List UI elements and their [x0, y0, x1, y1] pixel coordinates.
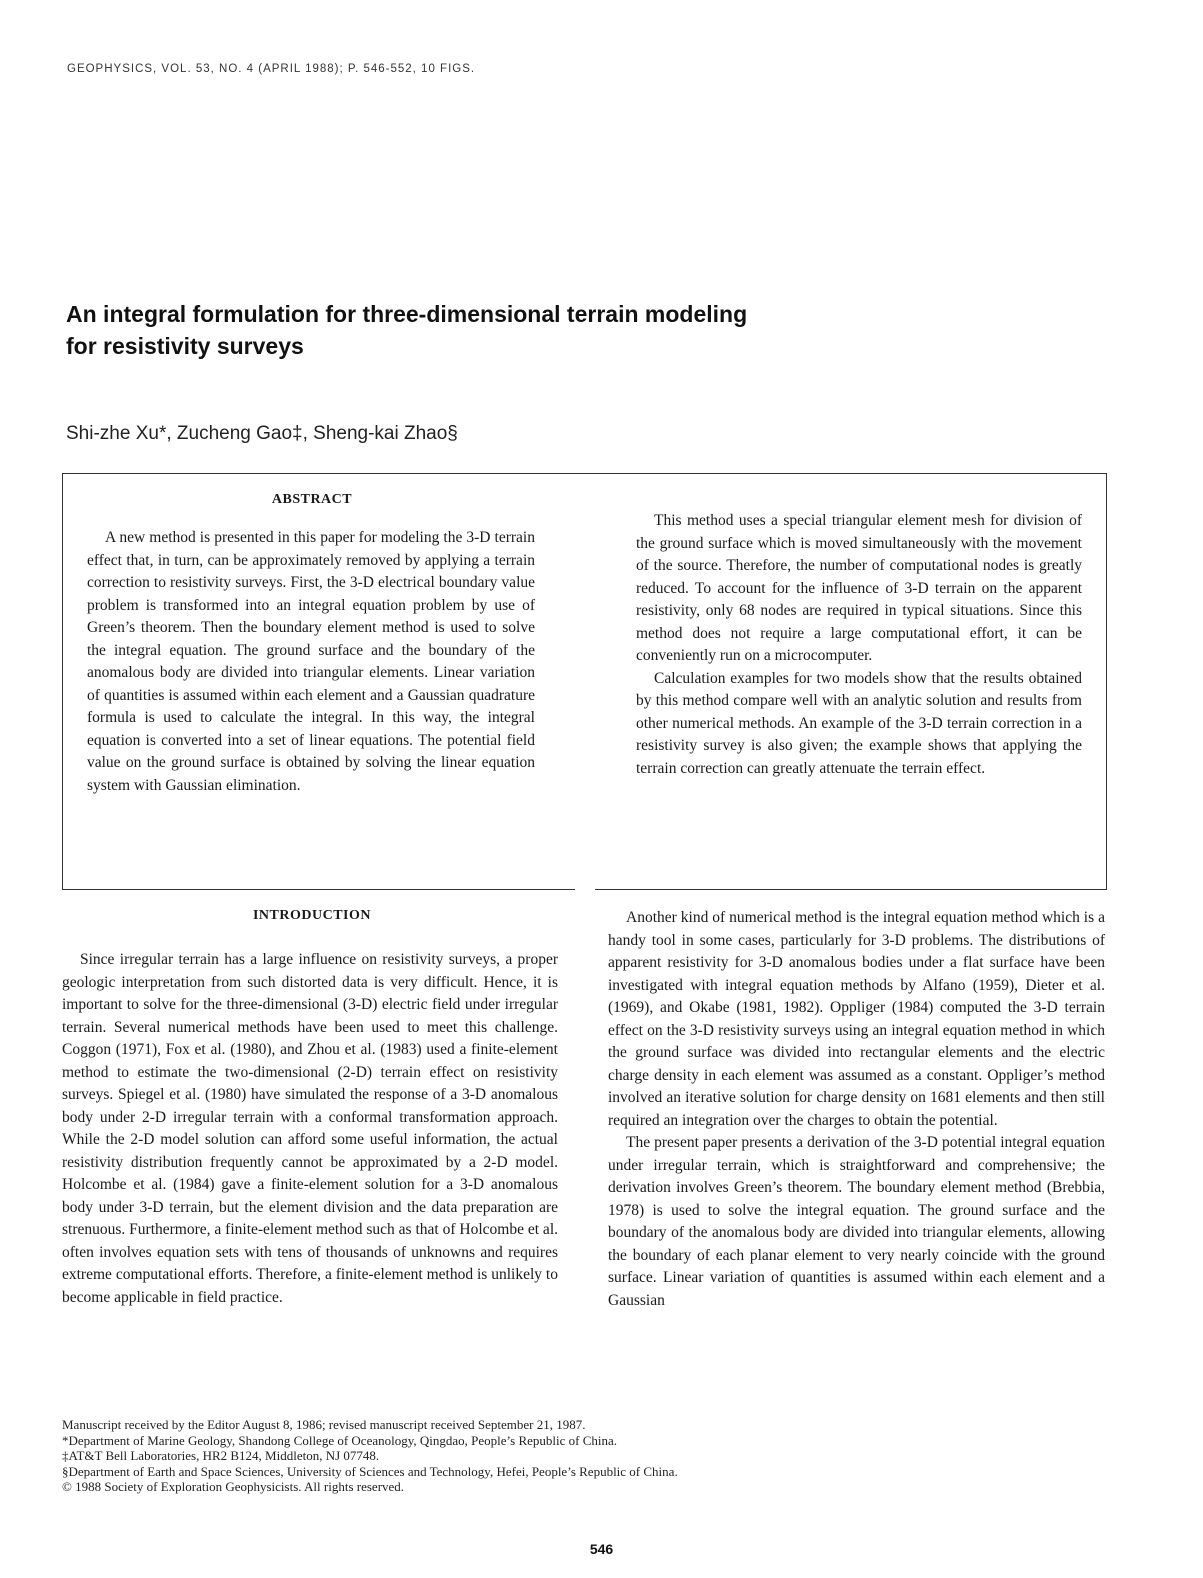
abstract-paragraph: This method uses a special triangular element mesh for division of the ground surface which is moved simultaneously with the movement of the source. Therefore, the number of computational nodes is greatly reduced. To account for the influence of 3-D terrain on the apparent resistivity, only 68 nodes are required in typical situations. Since this method does not require a large computational effort, it can be conveniently run on a microcomputer.	[636, 512, 1082, 664]
footnote-affiliation: *Department of Marine Geology, Shandong College of Oceanology, Qingdao, People’s Republic of China.	[62, 1432, 618, 1448]
body-paragraph: Since irregular terrain has a large influence on resistivity surveys, a proper geologic interpretation from such distorted data is very difficult. Hence, it is important to solve for the three-dimensional (3-D) electric field under irregular terrain. Several numerical methods have been used to meet this challenge. Coggon (1971), Fox et al. (1980), and Zhou et al. (1983) used a finite-element method to estimate the two-dimensional (2-D) terrain effect on resistivity surveys. Spiegel et al. (1980) have simulated the response of a 3-D anomalous body under 2-D irregular terrain with a conformal transformation approach. While the 2-D model solution can afford some useful information, the actual resistivity distribution frequently cannot be approximated by a 2-D model. Holcombe et al. (1984) gave a finite-element solution for a 3-D anomalous body under 3-D terrain, but the element division and the data preparation are strenuous. Furthermore, a finite-element method such as that of Holcombe et al. often involves equation sets with tens of thousands of unknowns and requires extreme computational efforts. Therefore, a finite-element method is unlikely to become applicable in field practice.	[62, 951, 558, 1306]
paper-title	[66, 298, 966, 362]
introduction-left-column	[62, 949, 558, 1309]
introduction-heading: INTRODUCTION	[252, 908, 371, 923]
abstract-left-column	[87, 527, 535, 797]
abstract-paragraph: Calculation examples for two models show that the results obtained by this method compare well with an analytic solution and results from other numerical methods. An example of the 3-D terrain correction in a resistivity survey is also given; the example shows that applying the terrain correction can greatly attenuate the terrain effect.	[636, 669, 1082, 777]
footnotes	[62, 1417, 1102, 1495]
page-number: 546	[589, 1541, 614, 1557]
footnote-affiliation: §Department of Earth and Space Sciences, University of Sciences and Technology, Hefei, People’s Republic of China.	[62, 1463, 678, 1479]
title-line-2: for resistivity surveys	[66, 333, 304, 359]
footnote-copyright: © 1988 Society of Exploration Geophysicists. All rights reserved.	[62, 1479, 405, 1494]
abstract-right-column	[636, 510, 1082, 780]
abstract-box-gap	[575, 882, 595, 894]
abstract-paragraph: A new method is presented in this paper for modeling the 3-D terrain effect that, in turn, can be approximately removed by applying a terrain correction to resistivity surveys. First, the 3-D electrical boundary value problem is transformed into an integral equation problem by use of Green’s theorem. Then the boundary element method is used to solve the integral equation. The ground surface and the boundary of the anomalous body are divided into triangular elements. Linear variation of quantities is assumed within each element and a Gaussian quadrature formula is used to calculate the integral. In this way, the integral equation is converted into a set of linear equations. The potential field value on the ground surface is obtained by solving the linear equation system with Gaussian elimination.	[87, 529, 535, 794]
body-paragraph: Another kind of numerical method is the integral equation method which is a handy tool in some cases, particularly for 3-D problems. The distributions of apparent resistivity for 3-D anomalous bodies under a flat surface have been investigated with integral equation methods by Alfano (1959), Dieter et al. (1969), and Okabe (1981, 1982). Oppliger (1984) computed the 3-D terrain effect on the 3-D resistivity surveys using an integral equation method in which the ground surface was divided into rectangular elements and the electric charge density in each element was assumed as a constant. Oppliger’s method involved an iterative solution for charge density on 1681 elements and then still required an integration over the charges to obtain the potential.	[608, 909, 1105, 1129]
author-list: Shi-zhe Xu*, Zucheng Gao‡, Sheng-kai Zhao§	[66, 423, 458, 444]
footnote-affiliation: ‡AT&T Bell Laboratories, HR2 B124, Middleton, NJ 07748.	[62, 1448, 380, 1463]
footnote-manuscript: Manuscript received by the Editor August 8, 1986; revised manuscript received September 21, 1987.	[62, 1417, 586, 1432]
abstract-heading: ABSTRACT	[271, 492, 353, 507]
introduction-right-column	[608, 907, 1105, 1312]
body-paragraph: The present paper presents a derivation of the 3-D potential integral equation under irregular terrain, which is straightforward and comprehensive; the derivation involves Green’s theorem. The boundary element method (Brebbia, 1978) is used to solve the integral equation. The ground surface and the boundary of the anomalous body are divided into triangular elements, allowing the boundary of each planar element to very nearly coincide with the ground surface. Linear variation of quantities is assumed within each element and a Gaussian	[608, 1134, 1105, 1309]
title-line-1: An integral formulation for three-dimensional terrain modeling	[66, 301, 748, 327]
journal-header: GEOPHYSICS, VOL. 53, NO. 4 (APRIL 1988); P. 546-552, 10 FIGS.	[67, 63, 476, 75]
